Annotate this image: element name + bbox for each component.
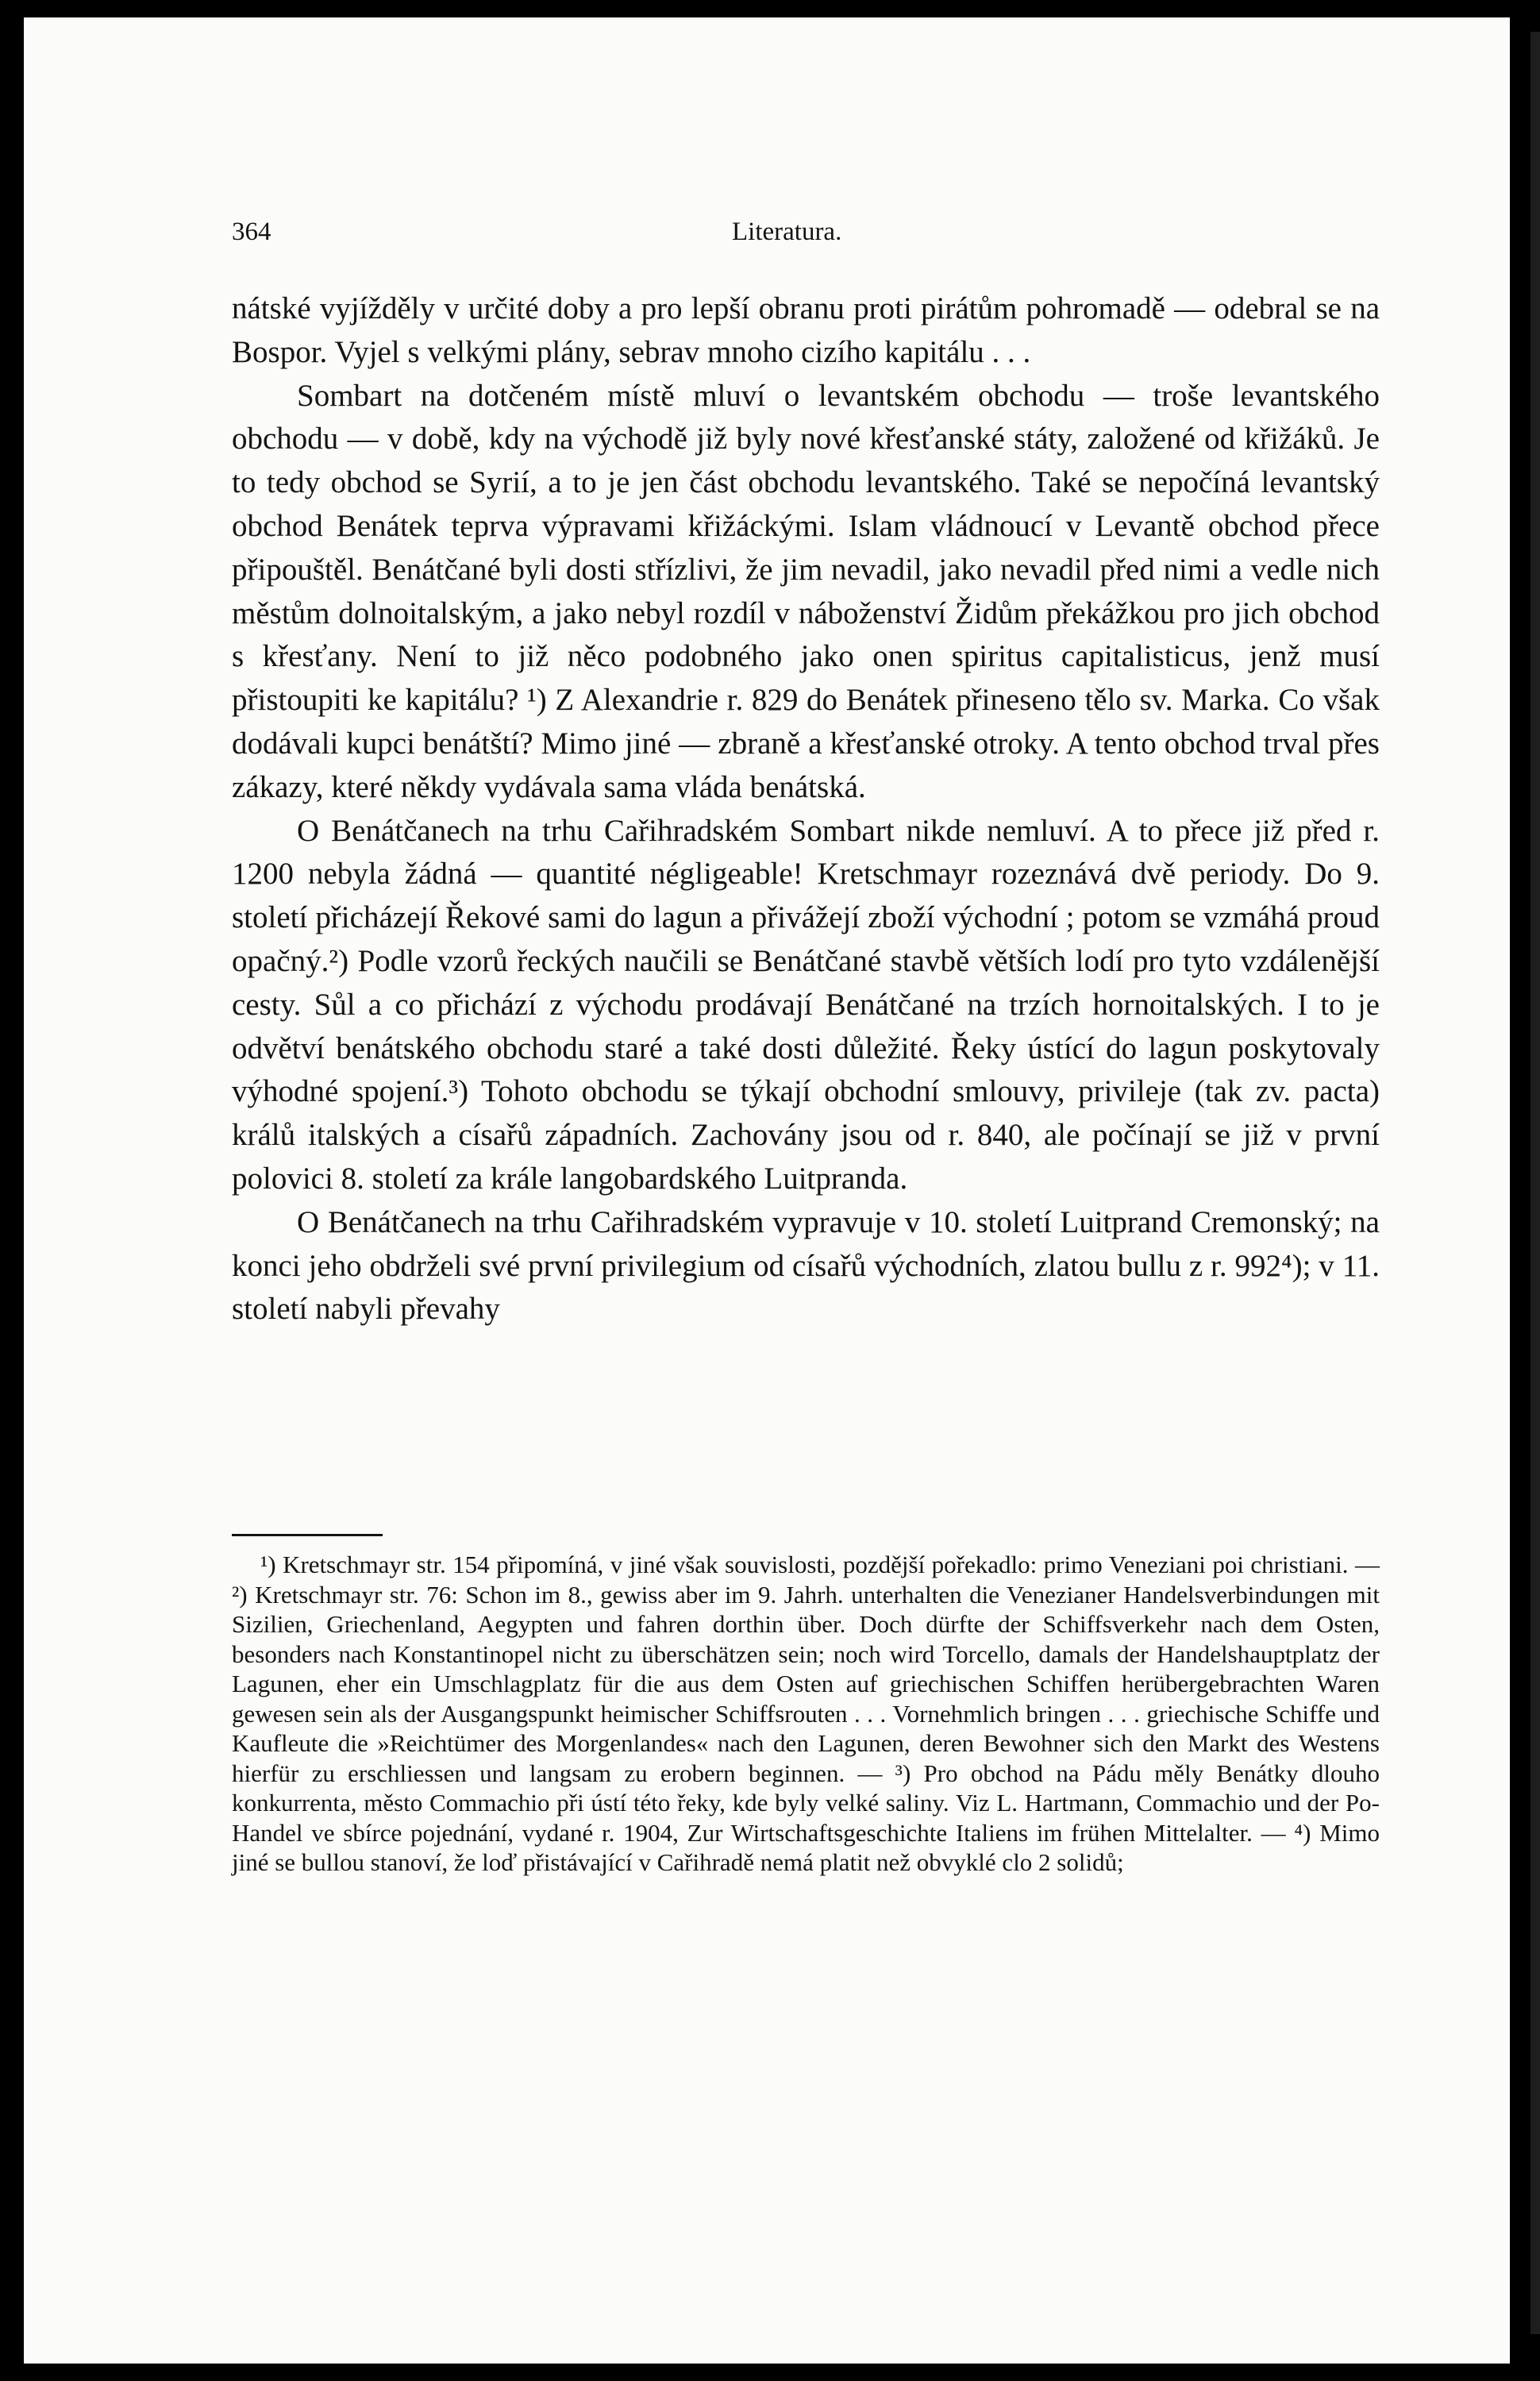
paragraph-luitprand: O Benátčanech na trhu Cařihradském vypravuje v 10. století Luitprand Cremonský; na konci jeho obdrželi své první privilegium od císařů východních, zlatou bullu z r. 992⁴); v 11. století nabyli převahy [232,1204,1380,1327]
footnote-divider [232,1534,383,1536]
running-title: Literatura. [732,218,842,246]
main-text [232,287,1380,1331]
footnotes [232,1550,1380,1878]
scan-border [1530,32,1540,2334]
page-number: 364 [232,218,271,246]
paragraph-continued: nátské vyjížděly v určité doby a pro lepší obranu proti pirátům pohromadě — odebral se na Bospor. Vyjel s velkými plány, sebrav mnoho cizího kapitálu . . . [232,291,1380,369]
footnotes-text: ¹) Kretschmayr str. 154 připomíná, v jiné však souvislosti, pozdější pořekadlo: primo Veneziani poi christiani. — ²) Kretschmayr str. 76: Schon im 8., gewiss aber im 9. Jahrh. unterhalten die Venezianer Handelsverbindungen mit Sizilien, Griechenland, Aegypten und fahren dorthin über. Doch dürfte der Schiffsverkehr nach dem Osten, besonders nach Konstantinopel nicht zu überschätzen sein; noch wird Torcello, damals der Handelshauptplatz der Lagunen, eher ein Umschlagplatz für die aus dem Osten auf griechischen Schiffen herübergebrachten Waren gewesen sein als der Ausgangspunkt heimischer Schiffsrouten . . . Vornehmlich bringen . . . griechische Schiffe und Kaufleute die »Reichtümer des Morgenlandes« nach den Lagunen, deren Bewohner sich den Markt des Westens hierfür zu erschliessen und langsam zu erobern beginnen. — ³) Pro obchod na Pádu měly Benátky dlouho konkurrenta, město Commachio při ústí této řeky, kde byly velké saliny. Viz L. Hartmann, Commachio und der Po-Handel ve sbírce pojednání, vydané r. 1904, Zur Wirtschaftsgeschichte Italiens im frühen Mittelalter. — ⁴) Mimo jiné se bullou stanoví, že loď přistávající v Cařihradě nemá platit než obvyklé clo 2 solidů; [232,1551,1380,1876]
paragraph-constantinople-market: O Benátčanech na trhu Cařihradském Sombart nikde nemluví. A to přece již před r. 1200 nebyla žádná — quantité négligeable! Kretschmayr rozeznává dvě periody. Do 9. století přicházejí Řekové sami do lagun a přivážejí zboží východní ; potom se vzmáhá proud opačný.²) Podle vzorů řeckých naučili se Benátčané stavbě větších lodí pro tyto vzdálenější cesty. Sůl a co přichází z východu prodávají Benátčané na trzích hornoitalských. I to je odvětví benátského obchodu staré a také dosti důležité. Řeky ústící do lagun poskytovaly výhodné spojení.³) Tohoto obchodu se týkají obchodní smlouvy, privileje (tak zv. pacta) králů italských a císařů západních. Zachovány jsou od r. 840, ale počínají se již v první polovici 8. století za krále langobardského Luitpranda. [232,813,1380,1196]
book-page [24,17,1510,2364]
page-header [232,218,1380,249]
paragraph-sombart-levant: Sombart na dotčeném místě mluví o levantském obchodu — troše levantského obchodu — v době, kdy na východě již byly nové křesťanské státy, založené od křižáků. Je to tedy obchod se Syrií, a to je jen část obchodu levantského. Také se nepočíná levantský obchod Benátek teprva výpravami křižáckými. Islam vládnoucí v Levantě obchod přece připouštěl. Benátčané byli dosti střízlivi, že jim nevadil, jako nevadil před nimi a vedle nich městům dolnoitalským, a jako nebyl rozdíl v náboženství Židům překážkou pro jich obchod s křesťany. Není to již něco podobného jako onen spiritus capitalisticus, jenž musí přistoupiti ke kapitálu? ¹) Z Alexandrie r. 829 do Benátek přineseno tělo sv. Marka. Co však dodávali kupci benátští? Mimo jiné — zbraně a křesťanské otroky. A tento obchod trval přes zákazy, které někdy vydávala sama vláda benátská. [232,378,1380,804]
